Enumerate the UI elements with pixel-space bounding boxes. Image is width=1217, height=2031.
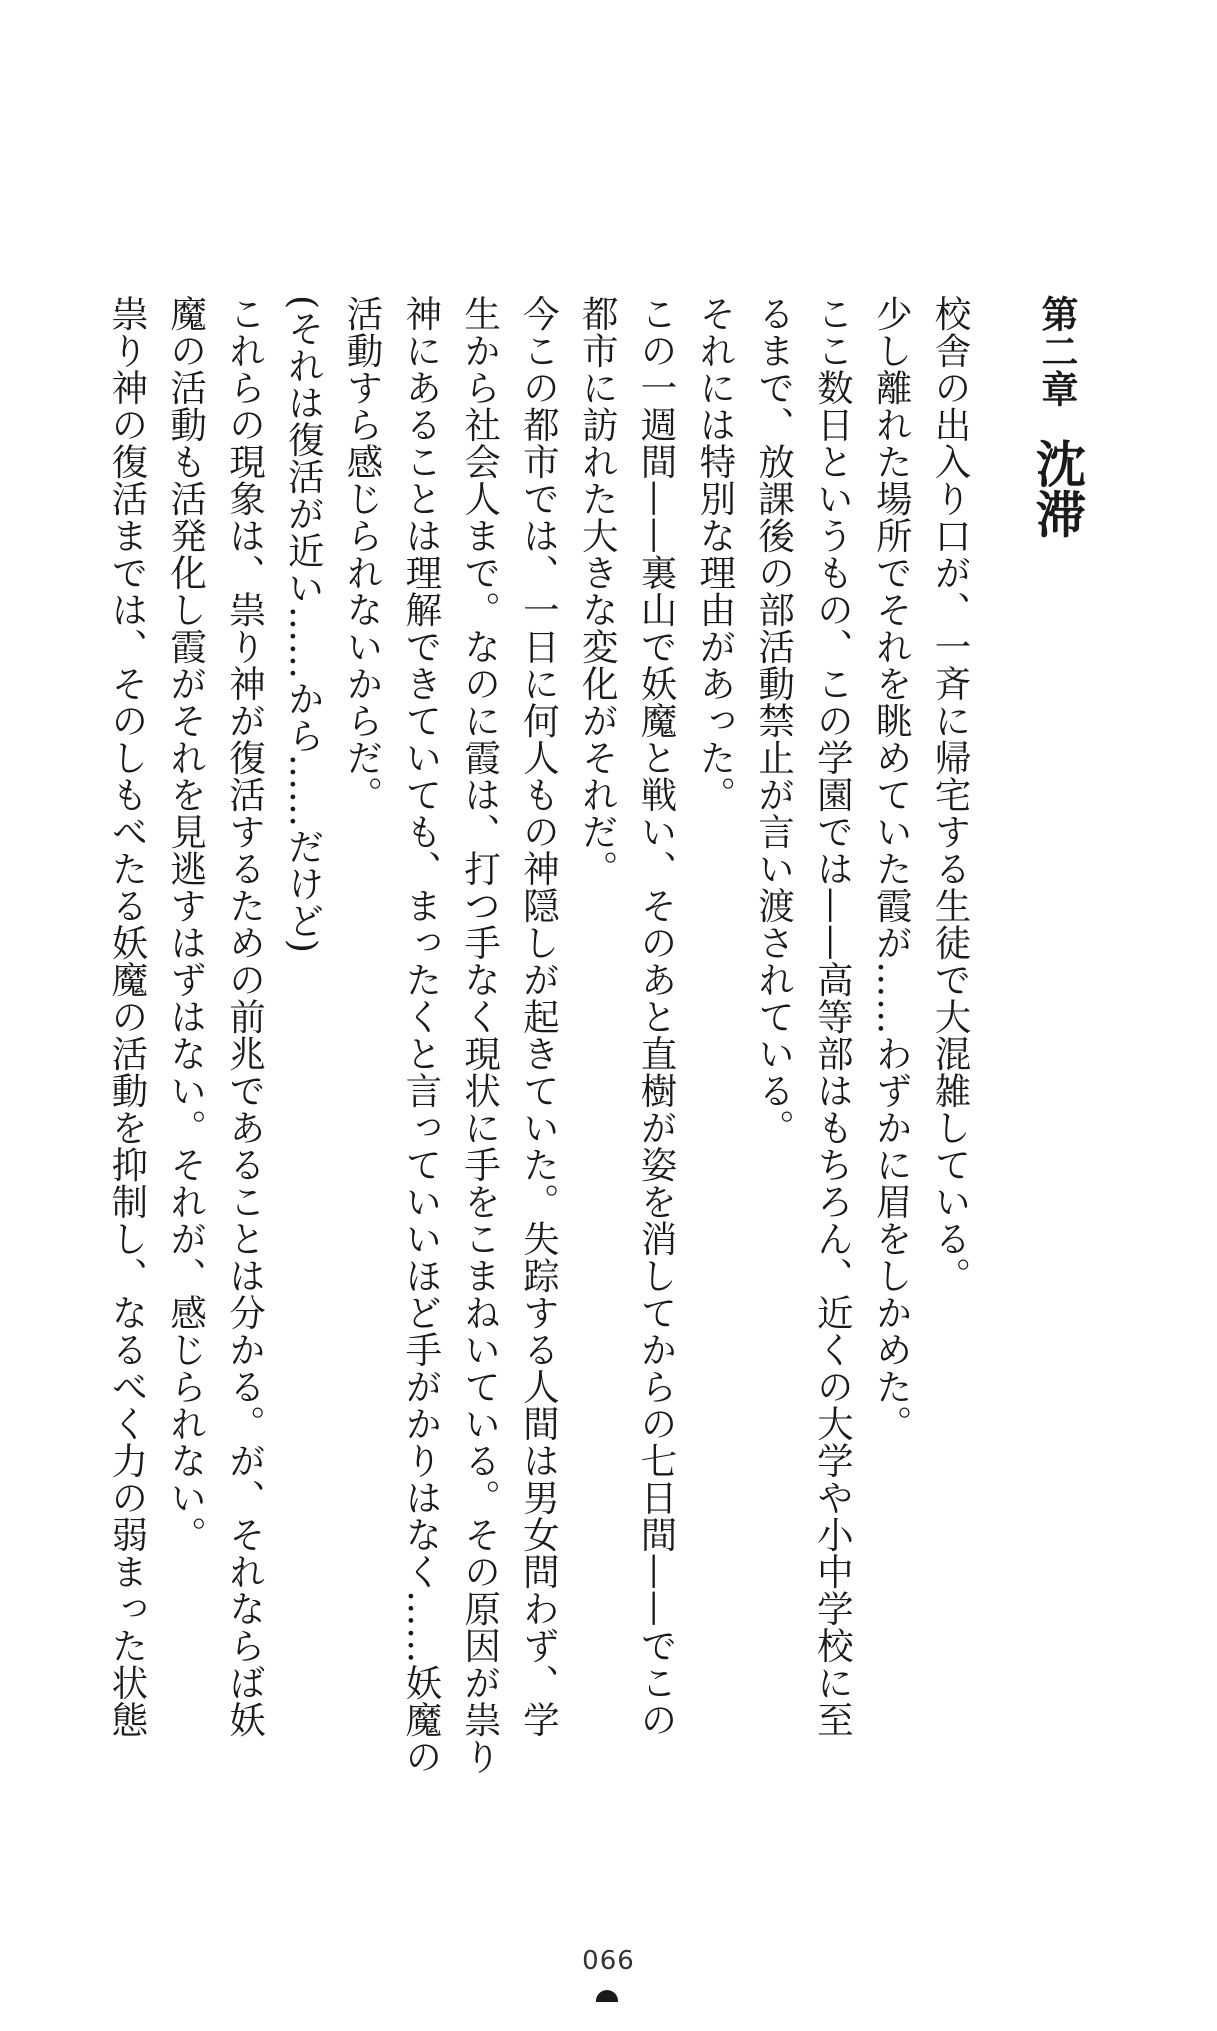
text-line: 生から社会人まで。なのに霞は、打つ手なく現状に手をこまねいている。その原因が祟り	[458, 295, 502, 1775]
text-line: 神にあることは理解できていても、まったくと言っていいほど手がかりはなく……妖魔の	[399, 295, 443, 1775]
text-line: 今この都市では、一日に何人もの神隠しが起きていた。失踪する人間は男女問わず、学	[517, 295, 561, 1738]
text-line: 祟り神の復活までは、そのしもべたる妖魔の活動を抑制し、なるべく力の弱まった状態	[105, 295, 149, 1738]
chapter-title: 沈滞	[1028, 437, 1087, 539]
text-line: それには特別な理由があった。	[693, 295, 737, 813]
text-line: この一週間——裏山で妖魔と戦い、そのあと直樹が姿を消してからの七日間——でこの	[635, 295, 679, 1738]
text-line: ここ数日というもの、この学園では——高等部はもちろん、近くの大学や小中学校に至	[811, 295, 855, 1738]
text-line: 少し離れた場所でそれを眺めていた霞が……わずかに眉をしかめた。	[870, 295, 914, 1442]
text-line: 校舎の出入り口が、一斉に帰宅する生徒で大混雑している。	[929, 295, 972, 1294]
text-line: 都市に訪れた大きな変化がそれだ。	[576, 295, 620, 887]
text-line: これらの現象は、祟り神が復活するための前兆であることは分かる。が、それならば妖	[223, 295, 267, 1738]
text-line: 魔の活動も活発化し霞がそれを見逃すはずはない。それが、感じられない。	[164, 295, 208, 1553]
chapter-label: 第二章	[1035, 295, 1079, 408]
page-number: 066	[582, 1946, 635, 1976]
chapter-heading	[1027, 295, 1087, 1675]
vertical-text-block	[97, 295, 1087, 1775]
text-line: 活動すら感じられないからだ。	[341, 295, 385, 813]
folio-ornament-icon	[596, 1990, 618, 2002]
text-line: るまで、放課後の部活動禁止が言い渡されている。	[752, 295, 796, 1146]
text-line: (それは復活が近い……から……だけど)	[282, 295, 326, 954]
